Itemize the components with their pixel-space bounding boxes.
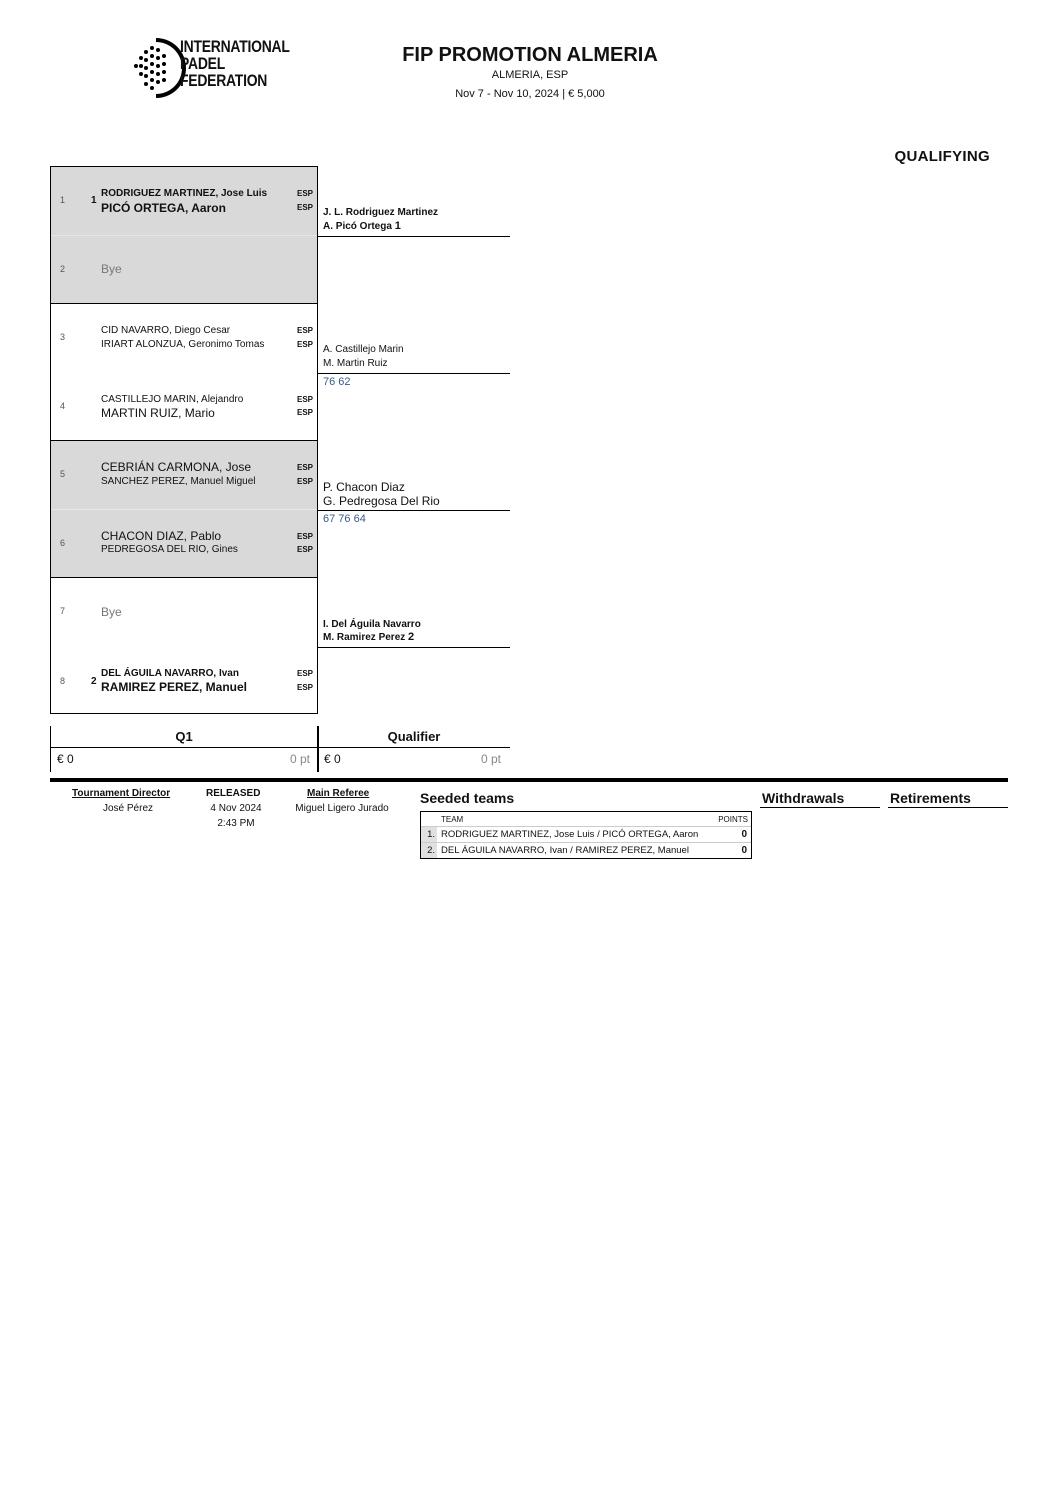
player-name: PICÓ ORTEGA, Aaron (101, 201, 226, 215)
tournament-location: ALMERIA, ESP (491, 69, 569, 81)
nationality: ESP (297, 669, 314, 678)
director-label: Tournament Director (72, 788, 171, 799)
match-score: 67 76 64 (323, 513, 366, 525)
slot-number: 5 (60, 469, 66, 479)
player-name: SANCHEZ PEREZ, Manuel Miguel (101, 476, 256, 487)
nationality: ESP (297, 532, 314, 541)
logo-text: INTERNATIONAL PADEL FEDERATION (180, 37, 290, 90)
winner-name: I. Del Águila Navarro (323, 619, 421, 630)
nationality: ESP (297, 683, 314, 692)
slot-number: 3 (60, 332, 66, 342)
prize-money: € 0 (57, 752, 74, 766)
slot-number: 6 (60, 538, 66, 548)
points-column-header: POINTS (718, 815, 748, 824)
seed-number: 2 (91, 676, 97, 687)
slot-divider (51, 509, 317, 510)
player-name: CEBRIÁN CARMONA, Jose (101, 460, 252, 474)
withdrawals-underline (760, 807, 880, 808)
seed-number: 1 (91, 195, 97, 206)
nationality: ESP (297, 189, 314, 198)
slot-number: 8 (60, 676, 66, 686)
seed-number: 2 (408, 631, 415, 643)
nationality: ESP (297, 477, 314, 486)
prize-points: 0 pt (290, 752, 311, 766)
tournament-title: FIP PROMOTION ALMERIA (402, 44, 658, 66)
round-label-q1: Q1 (175, 729, 193, 744)
player-name: CHACON DIAZ, Pablo (101, 529, 222, 543)
director-name: José Pérez (102, 803, 154, 814)
player-name: RAMIREZ PEREZ, Manuel (101, 680, 248, 694)
slot-number: 7 (60, 606, 66, 616)
prize-money: € 0 (324, 752, 341, 766)
team-name: RODRIGUEZ MARTINEZ, Jose Luis / PICÓ ORTEGA, Aaron (441, 829, 699, 840)
tournament-dates: Nov 7 - Nov 10, 2024 | € 5,000 (455, 88, 605, 100)
seeded-teams-table (420, 811, 752, 859)
draw-section-title: QUALIFYING (894, 148, 990, 165)
team-column-header: TEAM (441, 815, 464, 824)
player-name: CASTILLEJO MARIN, Alejandro (101, 394, 244, 405)
bracket-line (318, 236, 510, 237)
nationality: ESP (297, 463, 314, 472)
player-name: CID NAVARRO, Diego Cesar (101, 325, 231, 336)
player-name: PEDREGOSA DEL RIO, Gines (101, 544, 238, 555)
released-date: 4 Nov 2024 (210, 803, 262, 814)
winner-name: G. Pedregosa Del Rio (323, 494, 440, 508)
nationality: ESP (297, 408, 314, 417)
nationality: ESP (297, 326, 314, 335)
winner-name: M. Martin Ruiz (323, 358, 388, 369)
round-label-qualifier: Qualifier (387, 729, 441, 744)
withdrawals-title: Withdrawals (762, 790, 845, 806)
match-score: 76 62 (323, 376, 351, 388)
released-time: 2:43 PM (217, 818, 255, 829)
retirements-title: Retirements (890, 790, 971, 806)
bracket-line (318, 647, 510, 648)
slot-number: 1 (60, 195, 66, 205)
row-index: 1. (421, 827, 437, 842)
prize-points: 0 pt (481, 752, 502, 766)
player-name: RODRIGUEZ MARTINEZ, Jose Luis (101, 188, 268, 199)
footer-separator (50, 778, 1008, 782)
player-name: DEL ÁGUILA NAVARRO, Ivan (101, 668, 239, 679)
nationality: ESP (297, 395, 314, 404)
player-name: MARTIN RUIZ, Mario (101, 406, 215, 420)
bye-label: Bye (101, 605, 122, 619)
seeded-teams-title: Seeded teams (420, 790, 515, 806)
winner-name: M. Ramirez Perez 2 (323, 631, 415, 643)
table-row (421, 842, 751, 858)
released-label: RELEASED (206, 788, 261, 799)
winner-name: A. Picó Ortega 1 (323, 220, 401, 232)
match-block-2 (50, 303, 318, 441)
nationality: ESP (297, 203, 314, 212)
slot-number: 4 (60, 401, 66, 411)
player-name: IRIART ALONZUA, Geronimo Tomas (101, 339, 265, 350)
team-name: DEL ÁGUILA NAVARRO, Ivan / RAMIREZ PEREZ, Manuel (441, 845, 689, 856)
nationality: ESP (297, 340, 314, 349)
winner-name: P. Chacon Diaz (323, 480, 405, 494)
team-points: 0 (741, 829, 747, 840)
retirements-underline (888, 807, 1008, 808)
team-points: 0 (741, 845, 747, 856)
prize-divider (50, 747, 510, 748)
referee-name: Miguel Ligero Jurado (295, 803, 389, 814)
nationality: ESP (297, 545, 314, 554)
slot-number: 2 (60, 264, 66, 274)
referee-label: Main Referee (307, 788, 370, 799)
seeded-table-header (421, 812, 751, 826)
bye-label: Bye (101, 262, 122, 276)
winner-name: J. L. Rodriguez Martinez (323, 207, 439, 218)
table-row (421, 826, 751, 842)
slot-divider (51, 235, 317, 236)
bracket-line (318, 373, 510, 374)
bracket-line (318, 510, 510, 511)
row-index: 2. (421, 843, 437, 858)
seed-number: 1 (394, 220, 401, 232)
winner-name: A. Castillejo Marin (323, 344, 404, 355)
